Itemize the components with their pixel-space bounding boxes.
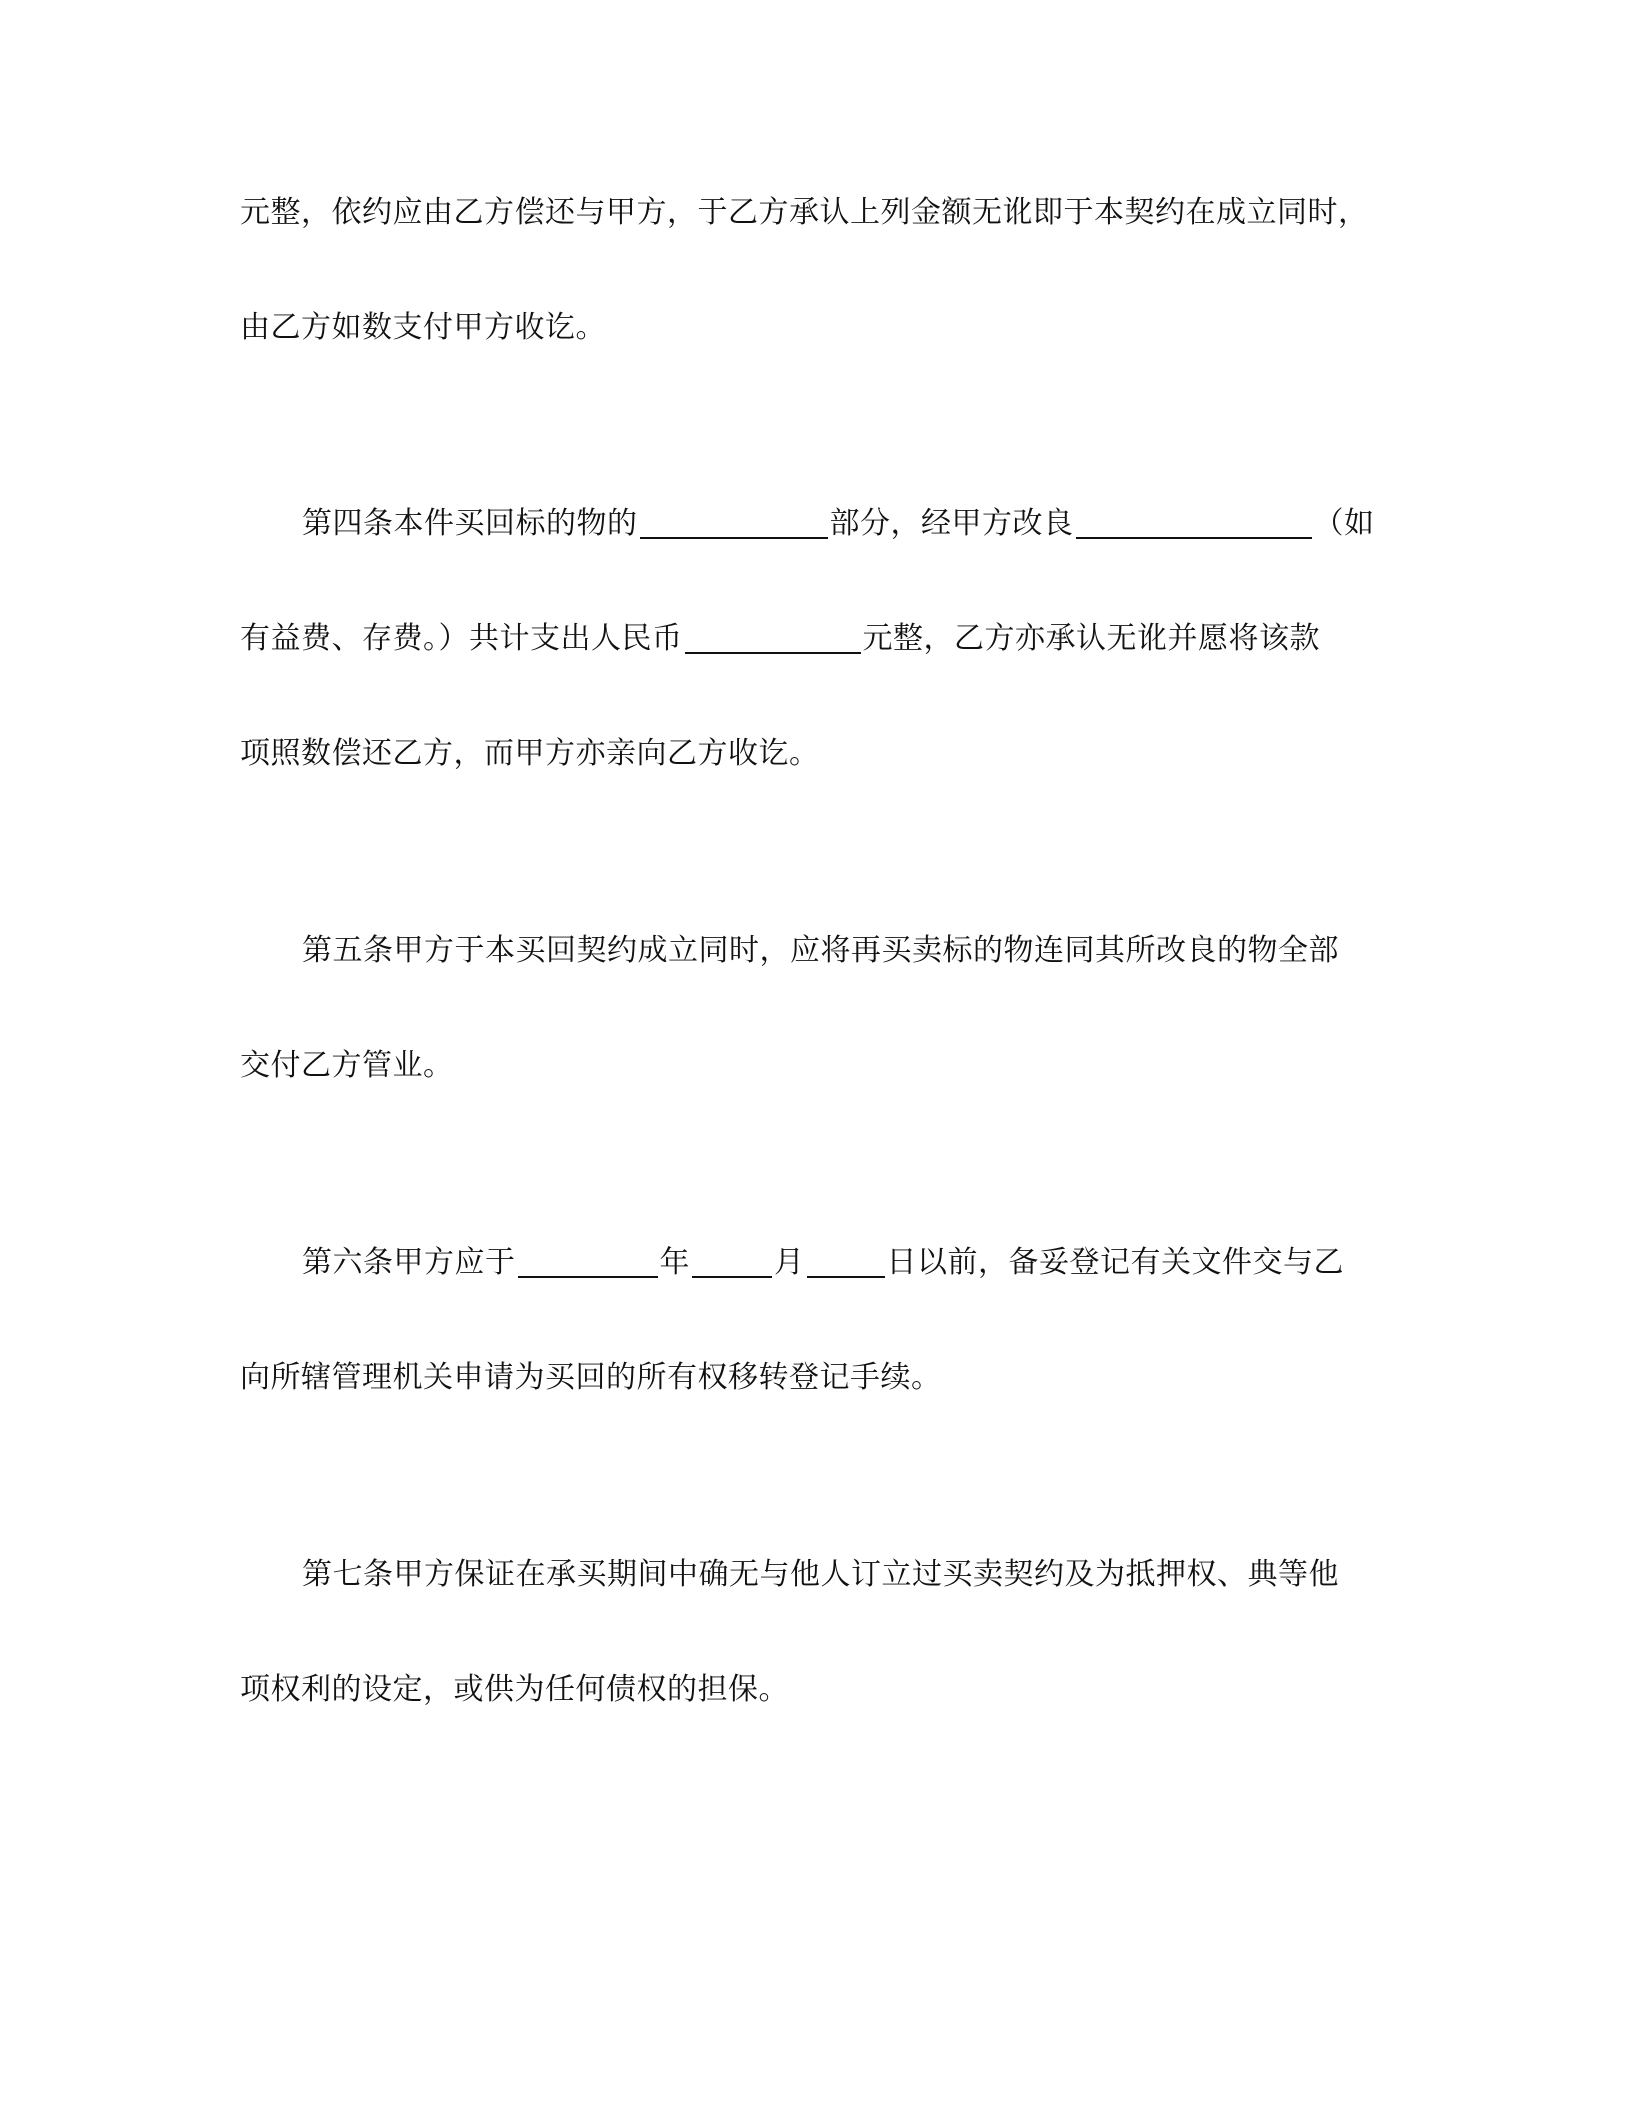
paragraph-3-line-1: 元整，依约应由乙方偿还与甲方，于乙方承认上列金额无讹即于本契约在成立同时， <box>240 195 1369 230</box>
article-4-text-c: （如 <box>1313 506 1375 541</box>
fill-blank-month[interactable] <box>692 1246 772 1278</box>
article-5-line-2: 交付乙方管业。 <box>240 1048 454 1083</box>
article-4-line-2 <box>240 619 1320 659</box>
article-6-line-2: 向所辖管理机关申请为买回的所有权移转登记手续。 <box>240 1360 942 1395</box>
article-4-text-e: 元整，乙方亦承认无讹并愿将该款 <box>862 621 1320 656</box>
article-6-text-a: 第六条甲方应于 <box>302 1245 516 1280</box>
fill-blank-day[interactable] <box>807 1246 885 1278</box>
article-4-text-a: 第四条本件买回标的物的 <box>302 506 638 541</box>
article-6-text-year: 年 <box>659 1245 690 1280</box>
article-6-text-month: 月 <box>774 1245 805 1280</box>
article-4-line-1 <box>302 504 1375 544</box>
article-6-line-1 <box>302 1243 1344 1283</box>
paragraph-3-line-2: 由乙方如数支付甲方收讫。 <box>240 310 606 345</box>
article-4-text-b: 部分，经甲方改良 <box>829 506 1074 541</box>
article-7-line-2: 项权利的设定，或供为任何债权的担保。 <box>240 1672 789 1707</box>
fill-blank-subject-part[interactable] <box>640 507 828 539</box>
fill-blank-year[interactable] <box>518 1246 658 1278</box>
article-5-line-1: 第五条甲方于本买回契约成立同时，应将再买卖标的物连同其所改良的物全部 <box>302 933 1339 968</box>
article-6-text-d: 日以前，备妥登记有关文件交与乙 <box>886 1245 1344 1280</box>
fill-blank-improvement[interactable] <box>1076 507 1312 539</box>
article-4-text-d: 有益费、存费。）共计支出人民币 <box>240 621 683 656</box>
article-4-line-3: 项照数偿还乙方，而甲方亦亲向乙方收讫。 <box>240 736 820 771</box>
fill-blank-amount[interactable] <box>685 622 861 654</box>
article-7-line-1: 第七条甲方保证在承买期间中确无与他人订立过买卖契约及为抵押权、典等他 <box>302 1557 1339 1592</box>
